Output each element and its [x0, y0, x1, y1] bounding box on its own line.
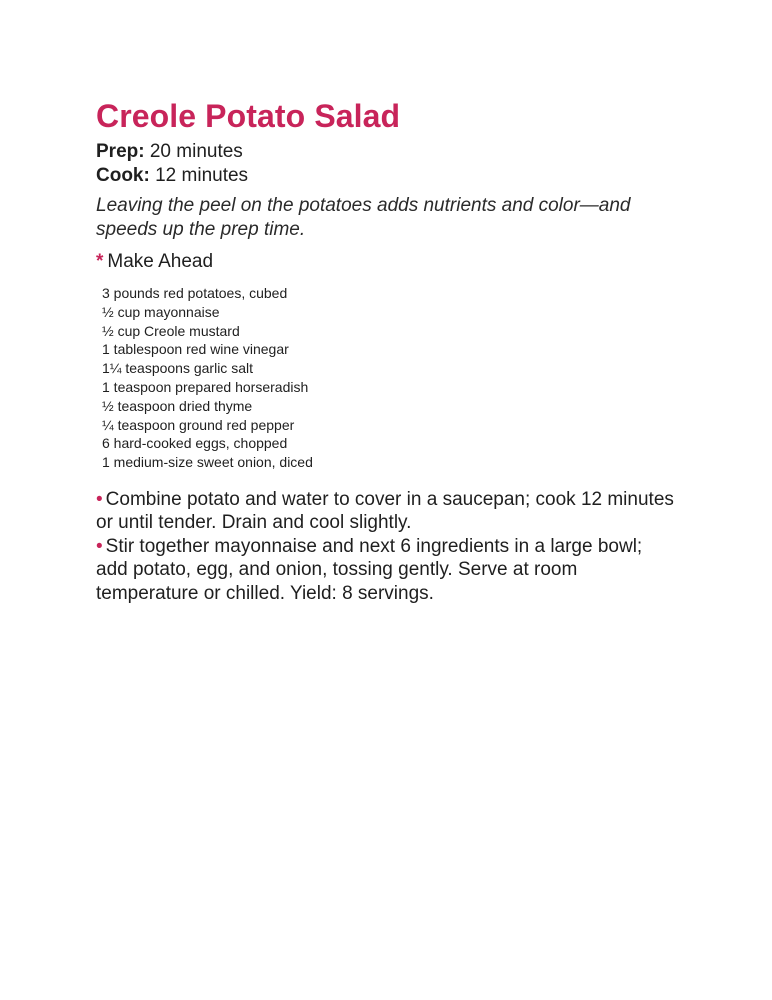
cook-label: Cook: — [96, 165, 150, 186]
recipe-title: Creole Potato Salad — [96, 98, 401, 134]
recipe-intro: Leaving the peel on the potatoes adds nutrients and color—and speeds up the prep time. — [96, 195, 631, 240]
recipe-times — [96, 140, 706, 188]
make-ahead-label: Make Ahead — [107, 251, 214, 272]
ingredient-item: ½ teaspoon dried thyme — [102, 397, 253, 414]
make-ahead-note — [96, 248, 706, 276]
instruction-step — [96, 535, 676, 606]
ingredient-item: 1 teaspoon prepared horseradish — [102, 378, 309, 395]
bullet-icon: • — [96, 488, 103, 510]
prep-value: 20 minutes — [149, 141, 243, 162]
ingredient-item: ½ cup Creole mustard — [102, 322, 240, 339]
ingredient-item: 6 hard-cooked eggs, chopped — [102, 435, 288, 452]
prep-label: Prep: — [96, 141, 145, 162]
ingredients-list — [102, 284, 706, 472]
ingredient-item: ½ cup mayonnaise — [102, 303, 220, 320]
instruction-step — [96, 488, 676, 535]
bullet-icon: • — [96, 535, 103, 557]
instructions — [96, 488, 676, 606]
recipe-content — [96, 96, 706, 605]
asterisk-icon: * — [96, 251, 104, 272]
ingredient-item: 1 tablespoon red wine vinegar — [102, 341, 289, 358]
instruction-text: Stir together mayonnaise and next 6 ingredients in a large bowl; add potato, egg, and onion, tossing gently. Serve at room temperature or chilled. Yield: 8 servings. — [96, 535, 643, 604]
prep-time-row — [96, 140, 706, 164]
cook-time-row — [96, 164, 706, 188]
ingredient-item: 1 medium-size sweet onion, diced — [102, 454, 313, 471]
ingredient-item: 1¼ teaspoons garlic salt — [102, 360, 253, 377]
instruction-text: Combine potato and water to cover in a saucepan; cook 12 minutes or until tender. Drain and cool slightly. — [96, 488, 674, 534]
ingredient-item: 3 pounds red potatoes, cubed — [102, 285, 288, 301]
ingredient-item: ¼ teaspoon ground red pepper — [102, 416, 295, 433]
cook-value: 12 minutes — [155, 165, 249, 186]
